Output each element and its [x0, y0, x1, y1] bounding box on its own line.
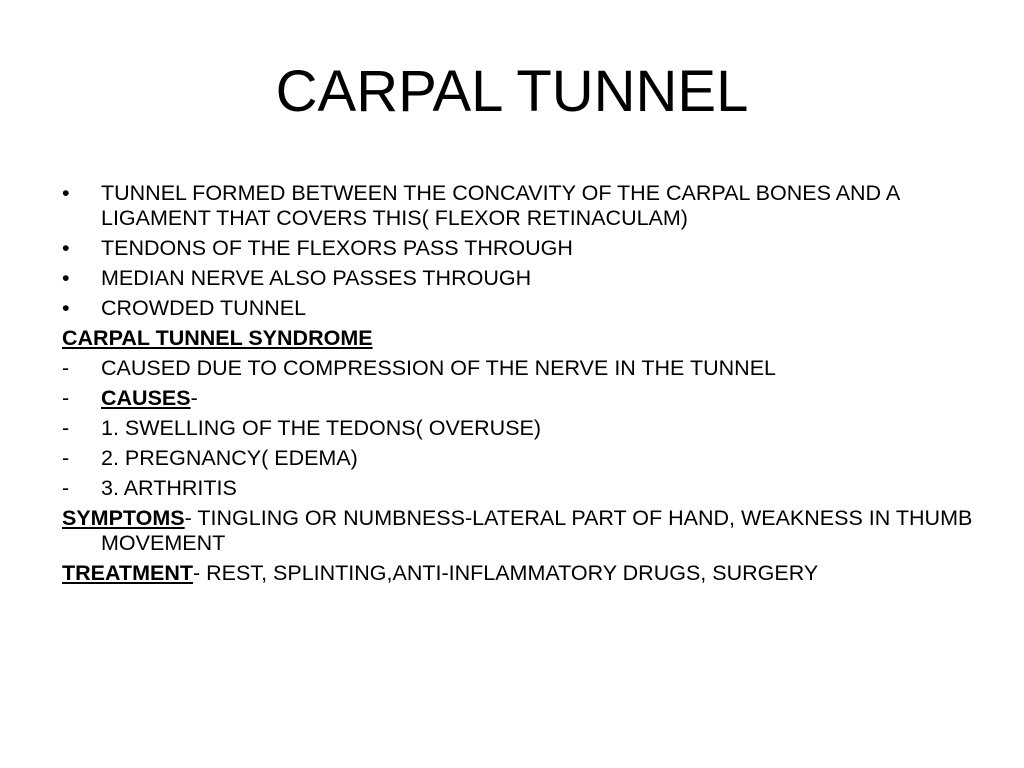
cause-item-text: 3. ARTHRITIS [101, 476, 237, 500]
symptoms-text: - TINGLING OR NUMBNESS-LATERAL PART OF HAND, WEAKNESS IN THUMB MOVEMENT [101, 506, 973, 555]
slide-content [62, 181, 982, 591]
dash-marker: - [62, 416, 70, 440]
dash-item [62, 446, 982, 471]
bullet-item [62, 181, 982, 231]
dash-item [62, 416, 982, 441]
slide-title: CARPAL TUNNEL [275, 59, 749, 124]
treatment-line [62, 561, 982, 586]
symptoms-label: SYMPTOMS [62, 506, 185, 530]
syndrome-heading: CARPAL TUNNEL SYNDROME [62, 326, 373, 350]
dash-marker: - [62, 476, 70, 500]
dash-item [62, 386, 982, 411]
dash-item [62, 476, 982, 501]
bullet-item [62, 266, 982, 291]
bullet-marker: • [62, 296, 70, 320]
dash-item [62, 356, 982, 381]
bullet-text: TENDONS OF THE FLEXORS PASS THROUGH [101, 236, 573, 260]
treatment-label: TREATMENT [62, 561, 193, 585]
bullet-item [62, 296, 982, 321]
syndrome-heading-line [62, 326, 982, 351]
bullet-marker: • [62, 266, 70, 290]
symptoms-line [62, 506, 982, 556]
causes-suffix: - [190, 386, 198, 410]
bullet-text: MEDIAN NERVE ALSO PASSES THROUGH [101, 266, 532, 290]
bullet-item [62, 236, 982, 261]
dash-marker: - [62, 446, 70, 470]
cause-item-text: 2. PREGNANCY( EDEMA) [101, 446, 358, 470]
treatment-text: - REST, SPLINTING,ANTI-INFLAMMATORY DRUGS, SURGERY [192, 561, 819, 585]
cause-item-text: 1. SWELLING OF THE TEDONS( OVERUSE) [101, 416, 542, 440]
bullet-marker: • [62, 236, 70, 260]
dash-marker: - [62, 386, 70, 410]
cause-line-text: CAUSED DUE TO COMPRESSION OF THE NERVE IN THE TUNNEL [101, 356, 776, 380]
bullet-text: CROWDED TUNNEL [101, 296, 307, 320]
causes-label: CAUSES [101, 386, 191, 410]
bullet-text: TUNNEL FORMED BETWEEN THE CONCAVITY OF THE CARPAL BONES AND A LIGAMENT THAT COVERS THIS( FLEXOR RETINACULAM) [101, 181, 900, 230]
dash-marker: - [62, 356, 70, 380]
bullet-marker: • [62, 181, 70, 205]
